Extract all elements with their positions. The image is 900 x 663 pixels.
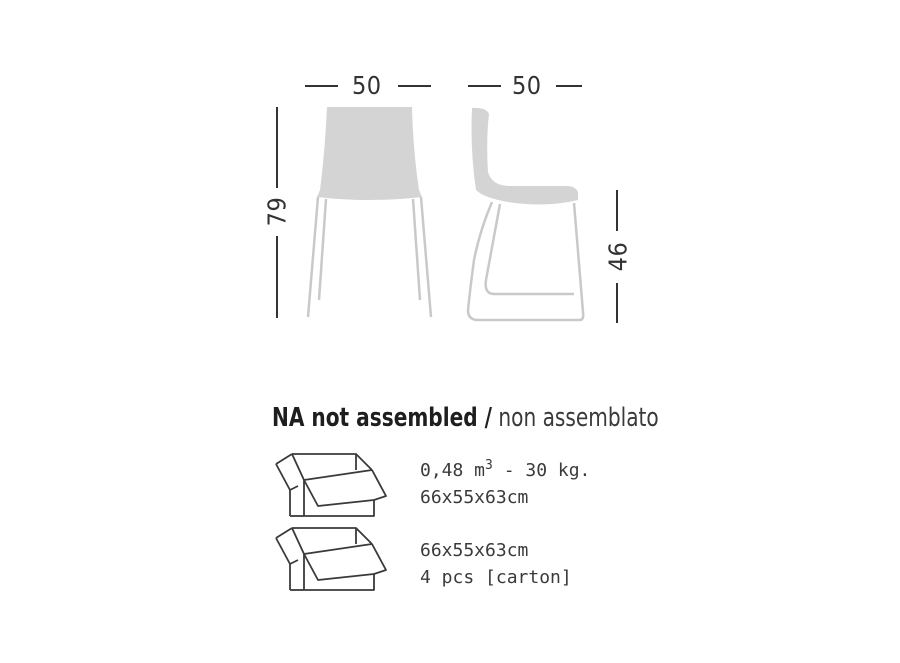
assembly-heading-light: non assemblato	[491, 403, 659, 433]
box-multi-icon	[270, 524, 390, 596]
chair-side-view	[468, 108, 583, 320]
side-depth-label: 50	[512, 71, 542, 100]
chair-front-frame	[308, 197, 431, 317]
box-single-icon	[270, 450, 390, 522]
chair-side-frame	[468, 202, 583, 320]
assembly-heading	[272, 400, 659, 436]
package-multi-size: 66x55x63cm	[420, 540, 529, 561]
package-multi-quantity: 4 pcs [carton]	[420, 567, 572, 588]
assembly-heading-bold: NA not assembled /	[272, 403, 492, 433]
package-single-size: 66x55x63cm	[420, 487, 529, 508]
package-multi-info	[420, 537, 572, 591]
package-single-volume-weight: 0,48 $m^3 - 30$ kg.	[420, 458, 591, 481]
front-width-label: 50	[352, 71, 382, 100]
total-height-label: 79	[262, 196, 292, 227]
chair-front-view	[308, 107, 431, 317]
chair-front-shell	[317, 107, 422, 200]
chair-side-shell	[472, 108, 579, 205]
seat-height-label: 46	[603, 241, 633, 272]
package-single-info	[420, 452, 590, 511]
